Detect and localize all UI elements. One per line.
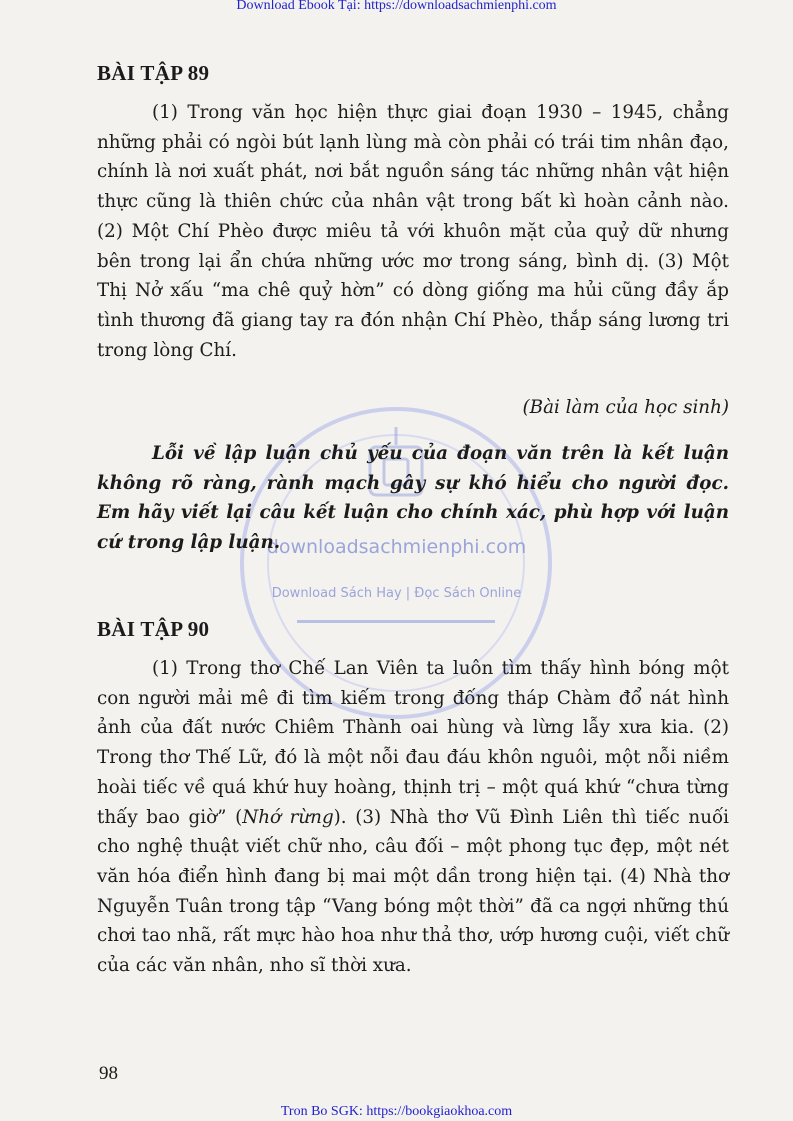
watermark-tagline: Download Sách Hay | Đọc Sách Online [271, 586, 522, 601]
exercise-89-paragraph: (1) Trong văn học hiện thực giai đoạn 1930 – 1945, chẳng những phải có ngòi bút lạnh lùng mà còn phải có trái tim nhân đạo, chính là nơi xuất phát, nơi bắt nguồn sáng tác những nhân vật hiện thực cũng là thiên chức của nhân vật trong bất kì hoàn cảnh nào. (2) Một Chí Phèo được miêu tả với khuôn mặt của quỷ dữ nhưng bên trong lại ẩn chứa những ước mơ trong sáng, bình dị. (3) Một Thị Nở xấu “ma chê quỷ hờn” có dòng giống ma hủi cũng đầy ắp tình thương đã giang tay ra đón nhận Chí Phèo, thắp sáng lương tri trong lòng Chí. [97, 102, 729, 361]
watermark-site-text: downloadsachmienphi.com [266, 536, 527, 558]
exercise-89-source: (Bài làm của học sinh) [522, 397, 729, 418]
exercise-90-text-after: ). (3) Nhà thơ Vũ Đình Liên thì tiếc nuối cho nghệ thuật viết chữ nho, câu đối – một phong tục đẹp, một nét văn hóa điển hình đang bị mai một dần trong hiện tại. (4) Nhà thơ Nguyễn Tuân trong tập “Vang bóng một thời” đã ca ngợi những thú chơi tao nhã, rất mực hào hoa như thả thơ, ướp hương cuội, viết chữ của các văn nhân, nho sĩ thời xưa. [97, 806, 730, 977]
exercise-90-poem-title: Nhớ rừng [242, 806, 334, 828]
exercise-90-paragraph [97, 654, 729, 981]
watermark-underline [297, 620, 495, 623]
exercise-90-text-before: (1) Trong thơ Chế Lan Viên ta luôn tìm thấy hình bóng một con người mải mê đi tìm kiếm trong đống tháp Chàm đổ nát hình ảnh của đất nước Chiêm Thành oai hùng và lừng lẫy xưa kia. (2) Trong thơ Thế Lữ, đó là một nỗi đau đáu khôn nguôi, một nỗi niềm hoài tiếc về quá khứ huy hoàng, thịnh trị – một quá khứ “chưa từng thấy bao giờ” ( [97, 658, 729, 828]
header-download-link[interactable]: Download Ebook Tại: https://downloadsachmienphi.com [236, 0, 557, 13]
exercise-89-task: Lỗi về lập luận chủ yếu của đoạn văn trên là kết luận không rõ ràng, rành mạch gây sự khó hiểu cho người đọc. Em hãy viết lại câu kết luận cho chính xác, phù hợp với luận cứ trong lập luận. [97, 443, 729, 553]
exercise-89-title: BÀI TẬP 89 [97, 61, 210, 85]
footer-link[interactable]: Tron Bo SGK: https://bookgiaokhoa.com [280, 1104, 513, 1119]
exercise-90-title: BÀI TẬP 90 [97, 617, 210, 641]
page-number: 98 [99, 1063, 118, 1084]
